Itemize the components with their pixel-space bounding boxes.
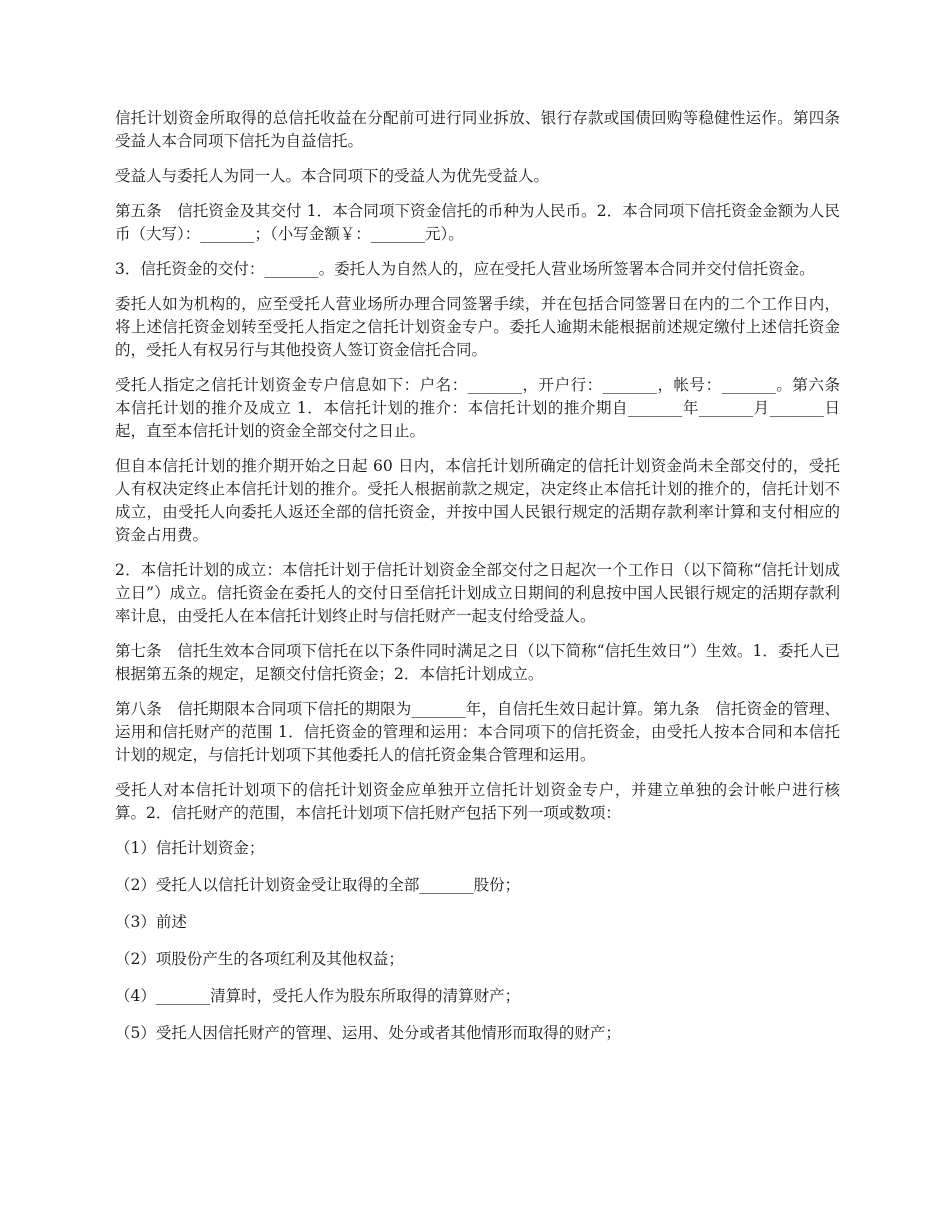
- paragraph-beneficiary-same-person: 受益人与委托人为同一人。本合同项下的受益人为优先受益人。: [115, 167, 550, 185]
- paragraph-separate-account: 受托人对本信托计划项下的信托计划资金应单独开立信托计划资金专户，并建立单独的会计帐户进行核算。2．信托财产的范围，本信托计划项下信托财产包括下列一项或数项：: [115, 781, 840, 822]
- paragraph-article-8-9-term-management: 第八条 信托期限本合同项下信托的期限为_______年，自信托生效日起计算。第九条 信托资金的管理、运用和信托财产的范围 1．信托资金的管理和运用：本合同项下的信托资金，由受托人按本合同和本信托计划的规定，与信托计划项下其他委托人的信托资金集合管理和运用。: [115, 700, 840, 764]
- document-body: [115, 107, 856, 1059]
- paragraph-plan-establishment: 2．本信托计划的成立：本信托计划于信托计划资金全部交付之日起次一个工作日（以下简称“信托计划成立日”）成立。信托资金在委托人的交付日至信托计划成立日期间的利息按中国人民银行规定的活期存款利率计息，由受托人在本信托计划终止时与信托财产一起支付给受益人。: [115, 561, 840, 625]
- paragraph-article-7-effectiveness: 第七条 信托生效本合同项下信托在以下条件同时满足之日（以下简称“信托生效日”）生效。1．委托人已根据第五条的规定，足额交付信托资金；2．本信托计划成立。: [115, 642, 840, 683]
- list-item-4: （4）_______清算时，受托人作为股东所取得的清算财产；: [115, 987, 521, 1005]
- list-item-2-dividends: （2）项股份产生的各项红利及其他权益；: [115, 950, 404, 968]
- paragraph-fund-delivery: 3．信托资金的交付：_______。委托人为自然人的，应在受托人营业场所签署本合同并交付信托资金。: [115, 260, 815, 278]
- list-item-3: （3）前述: [115, 913, 187, 931]
- paragraph-article-5-trust-funds: 第五条 信托资金及其交付 1．本合同项下资金信托的币种为人民币。2．本合同项下信托资金金额为人民币（大写）：_______；（小写金额￥：_______元）。: [115, 202, 840, 243]
- list-item-1: （1）信托计划资金；: [115, 839, 265, 857]
- paragraph-account-info-article-6: 受托人指定之信托计划资金专户信息如下：户名：_______，开户行：_______，帐号：_______。第六条 本信托计划的推介及成立 1．本信托计划的推介：本信托计划的推介期自_______年_______月_______日起，直至本信托计划的资金全部交付之日止。: [115, 376, 856, 440]
- paragraph-trust-income-operation: 信托计划资金所取得的总信托收益在分配前可进行同业拆放、银行存款或国债回购等稳健性运作。第四条 受益人本合同项下信托为自益信托。: [115, 109, 856, 150]
- paragraph-institution-signing: 委托人如为机构的，应至受托人营业场所办理合同签署手续，并在包括合同签署日在内的二个工作日内，将上述信托资金划转至受托人指定之信托计划资金专户。委托人逾期未能根据前述规定缴付上述信托资金的，受托人有权另行与其他投资人签订资金信托合同。: [115, 295, 840, 359]
- list-item-5: （5）受托人因信托财产的管理、运用、处分或者其他情形而取得的财产；: [115, 1024, 621, 1042]
- list-item-2: （2）受托人以信托计划资金受让取得的全部_______股份；: [115, 876, 521, 894]
- paragraph-promotion-termination: 但自本信托计划的推介期开始之日起 60 日内，本信托计划所确定的信托计划资金尚未全部交付的，受托人有权决定终止本信托计划的推介。受托人根据前款之规定，决定终止本信托计划的推介的，信托计划不成立，由受托人向委托人返还全部的信托资金，并按中国人民银行规定的活期存款利率计算和支付相应的资金占用费。: [115, 457, 840, 544]
